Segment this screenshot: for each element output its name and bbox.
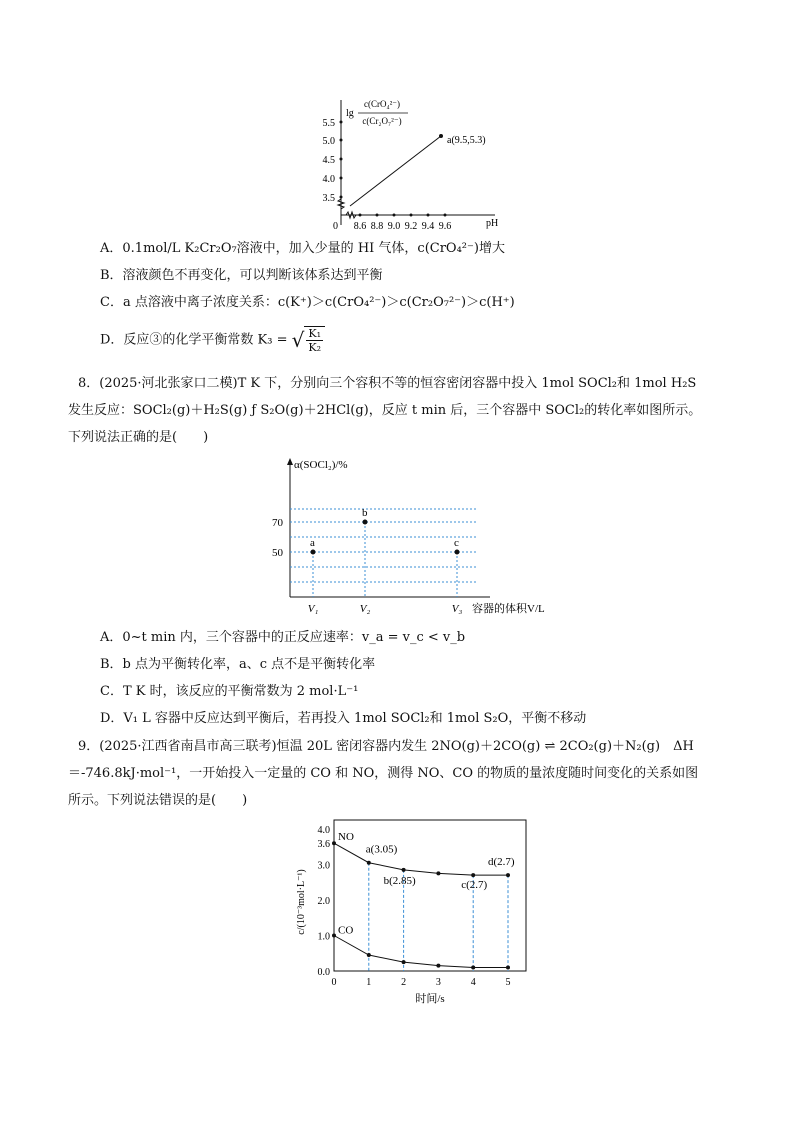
q7-option-d-text: D．反应③的化学平衡常数 K₃ = (100, 332, 288, 348)
data-point (471, 873, 475, 877)
x-tick-label: 8.8 (370, 221, 384, 232)
series-line-co (334, 936, 508, 968)
x-tick-label: 8.6 (353, 221, 367, 232)
data-point (332, 934, 336, 938)
x-tick-label: 9.2 (404, 221, 418, 232)
q7-option-c: C．a 点溶液中离子浓度关系：c(K⁺)＞c(CrO₄²⁻)＞c(Cr₂O₇²⁻)＞c(H⁺) (100, 295, 515, 310)
y-tick-label: 3.5 (322, 193, 335, 204)
y-tick-label: 4.5 (322, 155, 335, 166)
conversion-chart-svg (250, 450, 570, 620)
data-point (402, 868, 406, 872)
origin-label: 0 (333, 221, 338, 232)
series-line-no (334, 843, 508, 875)
x-tick-label: 2 (401, 977, 407, 988)
data-point (311, 550, 316, 555)
sqrt-symbol: √ (291, 328, 305, 352)
x-tick-label: V₂ (359, 603, 371, 615)
figure-ph-chart (300, 92, 510, 237)
figure-conversion-chart (250, 450, 570, 620)
q9-stem-line2: ＝-746.8kJ·mol⁻¹，一开始投入一定量的 CO 和 NO，测得 NO、CO 的物质的量浓度随时间变化的关系如图 (68, 766, 699, 781)
y-tick-mark (340, 121, 343, 124)
data-point (506, 873, 510, 877)
x-tick-label: 9.6 (438, 221, 452, 232)
data-point (402, 960, 406, 964)
figure-concentration-chart (290, 812, 540, 1007)
point-label: a (310, 537, 315, 549)
q9-stem-line1: 9．(2025·江西省南昌市高三联考)恒温 20L 密闭容器内发生 2NO(g)＋2CO(g) ⇌ 2CO₂(g)＋N₂(g) ΔH (78, 739, 694, 754)
y-tick-label: 4.0 (317, 825, 330, 836)
point-label: b (362, 507, 368, 519)
data-point (332, 841, 336, 845)
y-tick-label: 1.0 (317, 931, 330, 943)
data-point (367, 953, 371, 957)
x-tick-label: 3 (435, 977, 441, 988)
x-tick-label: 1 (366, 977, 372, 988)
data-point (367, 861, 371, 865)
data-point (471, 965, 475, 969)
series-line (350, 136, 441, 206)
x-tick-label: 4 (470, 977, 476, 988)
y-tick-label: 50 (272, 547, 283, 559)
y-axis-label: α(SOCl₂)/% (294, 459, 348, 471)
y-tick-mark (340, 177, 343, 180)
x-tick-mark (376, 214, 379, 217)
x-tick-mark (393, 214, 396, 217)
k-denominator: K₂ (308, 341, 322, 354)
x-tick-mark (410, 214, 413, 217)
sqrt-body (304, 326, 325, 354)
y-tick-label: 5.5 (322, 118, 335, 129)
x-tick-mark (427, 214, 430, 217)
x-tick-mark (359, 214, 362, 217)
y-tick-label: 5.0 (322, 136, 335, 147)
data-point (436, 871, 440, 875)
q9-stem-line3: 所示。下列说法错误的是( ) (68, 793, 248, 808)
point-a (439, 134, 443, 138)
data-point (363, 520, 368, 525)
y-axis-label-prefix: lg (346, 108, 354, 119)
y-tick-label: 4.0 (322, 174, 335, 185)
x-tick-label: 5 (505, 977, 511, 988)
y-axis-arrow (287, 458, 293, 465)
q8-stem-line2: 发生反应：SOCl₂(g)＋H₂S(g) ƒ S₂O(g)＋2HCl(g)，反应 t min 后，三个容器中 SOCl₂的转化率如图所示。 (68, 403, 702, 418)
q8-option-c: C．T K 时，该反应的平衡常数为 2 mol·L⁻¹ (100, 684, 359, 699)
data-point (436, 964, 440, 968)
series-label: CO (338, 924, 354, 937)
point-label: c (454, 537, 459, 549)
x-tick-label: V₁ (307, 603, 319, 615)
ph-chart-svg (300, 92, 510, 237)
x-axis-label: 时间/s (415, 993, 445, 1005)
series-label: NO (338, 831, 354, 844)
point-a-label: a(9.5,5.3) (447, 135, 486, 146)
y-tick-label: 3.6 (317, 839, 330, 851)
q8-option-d: D．V₁ L 容器中反应达到平衡后，若再投入 1mol SOCl₂和 1mol S₂O，平衡不移动 (100, 711, 587, 726)
q8-option-a: A．0~t min 内，三个容器中的正反应速率：v_a = v_c < v_b (100, 630, 466, 645)
y-tick-label: 0.0 (317, 967, 330, 978)
y-tick-mark (340, 158, 343, 161)
x-tick-label: 9.0 (387, 221, 401, 232)
x-tick-label: 9.4 (421, 221, 435, 232)
x-tick-label: 0 (331, 977, 337, 988)
k-numerator: K₁ (308, 327, 322, 340)
data-point (506, 965, 510, 969)
q7-option-a: A．0.1mol/L K₂Cr₂O₇溶液中，加入少量的 HI 气体，c(CrO₄²⁻)增大 (100, 241, 505, 256)
q8-stem-line3: 下列说法正确的是( ) (68, 430, 209, 445)
q8-option-b: B．b 点为平衡转化率，a、c 点不是平衡转化率 (100, 657, 376, 672)
point-label: a(3.05) (365, 843, 398, 856)
x-tick-label: V₃ (451, 603, 463, 615)
point-label: b(2.85) (383, 874, 416, 887)
y-axis-label-numerator: c(CrO₄²⁻) (363, 99, 401, 109)
y-axis-label: c/(10⁻³mol·L⁻¹) (296, 869, 307, 935)
y-tick-label: 3.0 (317, 860, 330, 872)
x-axis-label: 容器的体积V/L (472, 603, 545, 615)
x-tick-mark (444, 214, 447, 217)
point-label: c(2.7) (461, 879, 488, 892)
k-fraction (306, 327, 323, 354)
x-axis-label: pH (486, 218, 499, 229)
q7-option-d (100, 326, 325, 354)
plot-frame (334, 820, 526, 971)
y-tick-mark (340, 196, 343, 199)
y-axis-label-denominator: c(Cr₂O₇²⁻) (362, 116, 402, 126)
data-point (455, 550, 460, 555)
y-tick-label: 2.0 (317, 896, 330, 907)
q7-option-b: B．溶液颜色不再变化，可以判断该体系达到平衡 (100, 268, 383, 283)
y-tick-mark (340, 139, 343, 142)
q8-stem-line1: 8．(2025·河北张家口二模)T K 下，分别向三个容积不等的恒容密闭容器中投入 1mol SOCl₂和 1mol H₂S (78, 376, 697, 391)
concentration-chart-svg (290, 812, 540, 1007)
y-tick-label: 70 (272, 517, 283, 529)
point-label: d(2.7) (488, 856, 515, 869)
